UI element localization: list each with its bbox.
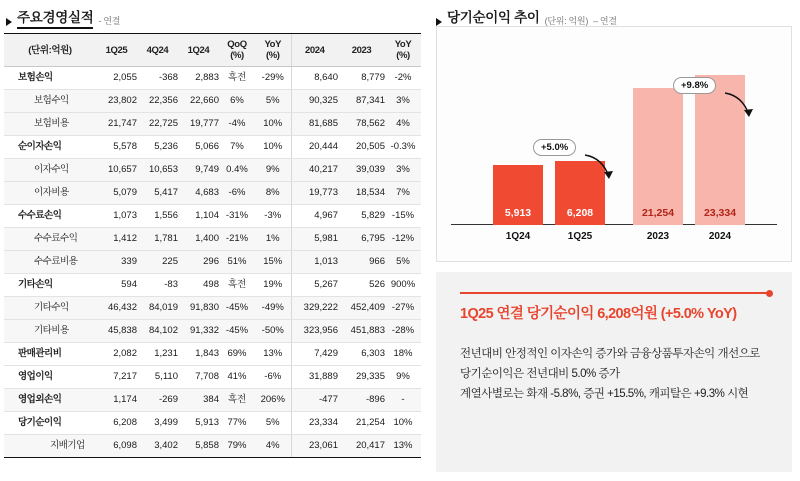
row-label: 영업외손익 [4, 389, 96, 412]
row-value: 3% [385, 90, 421, 113]
row-label: 당기순이익 [4, 412, 96, 435]
row-value: 3% [385, 159, 421, 182]
table-row [4, 412, 421, 435]
table-row [4, 435, 421, 458]
row-label: 지배기업 [4, 435, 96, 458]
row-value: 7,217 [96, 366, 137, 389]
table-row [4, 320, 421, 343]
col-2024: 2024 [291, 34, 338, 67]
col-yoy-annual [385, 34, 421, 67]
row-value: 1,073 [96, 205, 137, 228]
row-value: 23,061 [291, 435, 338, 458]
triangle-marker-icon [436, 18, 442, 26]
summary-panel [436, 272, 792, 472]
row-value: -45% [219, 320, 255, 343]
table-row [4, 251, 421, 274]
row-value: -29% [255, 67, 291, 90]
row-value: 5,578 [96, 136, 137, 159]
row-label: 보험수익 [4, 90, 96, 113]
row-value: 6,303 [338, 343, 385, 366]
chart-growth-callout: +5.0% [533, 139, 576, 156]
summary-headline: 1Q25 연결 당기순이익 6,208억원 (+5.0% YoY) [460, 306, 737, 322]
row-value: -2% [385, 67, 421, 90]
row-value: 91,830 [178, 297, 219, 320]
row-value: 81,685 [291, 113, 338, 136]
chart-bar-category: 1Q25 [567, 230, 593, 242]
row-value: -269 [137, 389, 178, 412]
row-value: 흑전 [219, 274, 255, 297]
row-value: 4% [255, 435, 291, 458]
row-label: 수수료손익 [4, 205, 96, 228]
chart-title: 당기순이익 추이 [447, 6, 540, 29]
row-value: 1,231 [137, 343, 178, 366]
row-value: 339 [96, 251, 137, 274]
row-value: 22,725 [137, 113, 178, 136]
row-value: 13% [385, 435, 421, 458]
row-value: 384 [178, 389, 219, 412]
table-row [4, 182, 421, 205]
right-panel [430, 0, 800, 481]
row-value: 90,325 [291, 90, 338, 113]
chart-bar-category: 2023 [646, 230, 670, 242]
table-row [4, 67, 421, 90]
row-value: -50% [255, 320, 291, 343]
row-value: 10,657 [96, 159, 137, 182]
summary-rule-dot [766, 290, 773, 297]
row-value: 1,412 [96, 228, 137, 251]
table-row [4, 343, 421, 366]
row-value: -12% [385, 228, 421, 251]
row-value: 31,889 [291, 366, 338, 389]
row-value: 7,708 [178, 366, 219, 389]
row-value: 20,444 [291, 136, 338, 159]
row-label: 이자수익 [4, 159, 96, 182]
table-row [4, 274, 421, 297]
row-value: 225 [137, 251, 178, 274]
row-value: 6,208 [96, 412, 137, 435]
row-value: 966 [338, 251, 385, 274]
col-qoq-pct: (%) [230, 50, 244, 61]
row-value: 329,222 [291, 297, 338, 320]
row-value: 7,429 [291, 343, 338, 366]
row-value: -31% [219, 205, 255, 228]
row-value: 39,039 [338, 159, 385, 182]
chart-container [436, 26, 792, 262]
summary-rule [460, 292, 770, 294]
row-value: 6% [219, 90, 255, 113]
row-value: 1,781 [137, 228, 178, 251]
chart-bar-value: 6,208 [566, 206, 594, 219]
row-value: 5,066 [178, 136, 219, 159]
row-value: -3% [255, 205, 291, 228]
row-label: 기타손익 [4, 274, 96, 297]
row-value: 5% [255, 412, 291, 435]
page-title: 주요경영실적 [17, 6, 93, 29]
summary-line-3: 계열사별로는 화재 -5.8%, 증권 +15.5%, 캐피탈은 +9.3% 시현 [460, 388, 749, 400]
row-value: 5% [385, 251, 421, 274]
row-value: 15% [255, 251, 291, 274]
row-value: 87,341 [338, 90, 385, 113]
row-value: 10,653 [137, 159, 178, 182]
row-label: 기타수익 [4, 297, 96, 320]
row-value: 4,683 [178, 182, 219, 205]
row-value: 3,499 [137, 412, 178, 435]
row-value: -0.3% [385, 136, 421, 159]
row-label: 순이자손익 [4, 136, 96, 159]
row-value: 1,174 [96, 389, 137, 412]
row-value: 5,417 [137, 182, 178, 205]
row-value: 1,843 [178, 343, 219, 366]
row-value: 20,417 [338, 435, 385, 458]
chart-bar [493, 165, 543, 242]
row-value: 2,055 [96, 67, 137, 90]
row-value: -6% [255, 366, 291, 389]
row-value: 206% [255, 389, 291, 412]
row-value: 1,400 [178, 228, 219, 251]
chart-bar-category: 1Q24 [505, 230, 531, 242]
row-value: 323,956 [291, 320, 338, 343]
row-value: 91,332 [178, 320, 219, 343]
col-yoy2-pct: (%) [396, 50, 410, 61]
row-value: 40,217 [291, 159, 338, 182]
row-value: 1,013 [291, 251, 338, 274]
row-value: 19% [255, 274, 291, 297]
row-value: 1,104 [178, 205, 219, 228]
row-value: 46,432 [96, 297, 137, 320]
col-1q24: 1Q24 [178, 34, 219, 67]
row-value: 5,858 [178, 435, 219, 458]
row-value: 3,402 [137, 435, 178, 458]
row-value: -896 [338, 389, 385, 412]
row-value: 10% [385, 412, 421, 435]
row-value: 21,254 [338, 412, 385, 435]
row-value: 10% [255, 136, 291, 159]
row-value: -49% [255, 297, 291, 320]
row-value: 451,883 [338, 320, 385, 343]
row-value: 5% [255, 90, 291, 113]
row-value: -477 [291, 389, 338, 412]
row-value: 5,110 [137, 366, 178, 389]
table-row [4, 297, 421, 320]
row-value: 77% [219, 412, 255, 435]
col-yoy2-label: YoY [394, 39, 412, 50]
triangle-marker-icon [6, 18, 12, 26]
row-value: 9% [385, 366, 421, 389]
row-value: 5,236 [137, 136, 178, 159]
col-qoq-label: QoQ [227, 39, 247, 50]
summary-line-2: 당기순이익은 전년대비 5.0% 증가 [460, 368, 620, 380]
row-value: 20,505 [338, 136, 385, 159]
left-section-header [0, 0, 420, 33]
row-value: 2,883 [178, 67, 219, 90]
summary-line-1: 전년대비 안정적인 이자손익 증가와 금융상품투자손익 개선으로 [460, 348, 760, 360]
chart-growth-callout: +9.8% [673, 77, 716, 94]
row-value: 84,102 [137, 320, 178, 343]
row-value: 18,534 [338, 182, 385, 205]
row-value: 498 [178, 274, 219, 297]
table-row [4, 366, 421, 389]
row-value: 69% [219, 343, 255, 366]
col-unit: (단위:억원) [4, 34, 96, 67]
row-value: 21,747 [96, 113, 137, 136]
row-value: 6,098 [96, 435, 137, 458]
row-label: 판매관리비 [4, 343, 96, 366]
table-header-row [4, 34, 421, 67]
table-row [4, 159, 421, 182]
row-value: 84,019 [137, 297, 178, 320]
row-label: 보험비용 [4, 113, 96, 136]
chart-scope-label: – 연결 [593, 16, 617, 26]
row-value: -21% [219, 228, 255, 251]
row-value: 23,334 [291, 412, 338, 435]
row-value: 8,779 [338, 67, 385, 90]
row-value: 19,777 [178, 113, 219, 136]
col-1q25: 1Q25 [96, 34, 137, 67]
row-value: 594 [96, 274, 137, 297]
row-value: 8% [255, 182, 291, 205]
row-value: 6,795 [338, 228, 385, 251]
row-value: 5,981 [291, 228, 338, 251]
row-value: 18% [385, 343, 421, 366]
table-row [4, 113, 421, 136]
row-value: 22,660 [178, 90, 219, 113]
col-yoy-pct: (%) [265, 50, 280, 61]
row-value: 1,556 [137, 205, 178, 228]
row-label: 보험손익 [4, 67, 96, 90]
row-value: 2,082 [96, 343, 137, 366]
row-value: 452,409 [338, 297, 385, 320]
row-value: 900% [385, 274, 421, 297]
row-value: -28% [385, 320, 421, 343]
row-value: 5,079 [96, 182, 137, 205]
table-row [4, 205, 421, 228]
row-value: 0.4% [219, 159, 255, 182]
row-value: 13% [255, 343, 291, 366]
row-value: 23,802 [96, 90, 137, 113]
chart-bar-value: 23,334 [703, 206, 737, 219]
chart-growth-arrow-icon [723, 91, 757, 130]
row-value: 1% [255, 228, 291, 251]
row-value: 5,829 [338, 205, 385, 228]
row-value: - [385, 389, 421, 412]
row-value: 51% [219, 251, 255, 274]
row-label: 수수료수익 [4, 228, 96, 251]
row-value: 29,335 [338, 366, 385, 389]
row-value: 7% [219, 136, 255, 159]
row-value: 흑전 [219, 67, 255, 90]
table-row [4, 90, 421, 113]
row-value: -6% [219, 182, 255, 205]
row-value: 9,749 [178, 159, 219, 182]
chart-bar-value: 21,254 [641, 206, 675, 219]
row-value: -27% [385, 297, 421, 320]
row-value: 7% [385, 182, 421, 205]
row-value: 4,967 [291, 205, 338, 228]
row-value: -15% [385, 205, 421, 228]
table-row [4, 136, 421, 159]
table-row [4, 228, 421, 251]
row-value: 5,913 [178, 412, 219, 435]
row-value: 흑전 [219, 389, 255, 412]
page-subtitle: - 연결 [98, 16, 121, 26]
row-value: 4% [385, 113, 421, 136]
row-value: 41% [219, 366, 255, 389]
row-label: 기타비용 [4, 320, 96, 343]
table-row [4, 389, 421, 412]
row-value: -83 [137, 274, 178, 297]
row-value: -368 [137, 67, 178, 90]
row-value: 5,267 [291, 274, 338, 297]
row-value: 45,838 [96, 320, 137, 343]
row-value: 8,640 [291, 67, 338, 90]
row-value: -45% [219, 297, 255, 320]
col-2023: 2023 [338, 34, 385, 67]
row-value: 19,773 [291, 182, 338, 205]
chart-bar-value: 5,913 [504, 206, 532, 219]
col-yoy [255, 34, 291, 67]
row-label: 이자비용 [4, 182, 96, 205]
table-body [4, 67, 421, 458]
chart-bar-category: 2024 [708, 230, 732, 242]
col-yoy-label: YoY [264, 39, 282, 50]
chart-bar [633, 88, 683, 242]
row-value: 78,562 [338, 113, 385, 136]
chart-unit-label: (단위: 억원) [544, 16, 589, 26]
row-value: 526 [338, 274, 385, 297]
row-value: 79% [219, 435, 255, 458]
chart-plot-area [437, 27, 791, 261]
row-value: 22,356 [137, 90, 178, 113]
row-label: 수수료비용 [4, 251, 96, 274]
chart-growth-arrow-icon [583, 153, 617, 192]
summary-body [460, 344, 774, 404]
row-value: 296 [178, 251, 219, 274]
row-value: 9% [255, 159, 291, 182]
row-value: 10% [255, 113, 291, 136]
financial-table [4, 33, 421, 458]
row-label: 영업이익 [4, 366, 96, 389]
col-qoq [219, 34, 255, 67]
col-4q24: 4Q24 [137, 34, 178, 67]
row-value: -4% [219, 113, 255, 136]
